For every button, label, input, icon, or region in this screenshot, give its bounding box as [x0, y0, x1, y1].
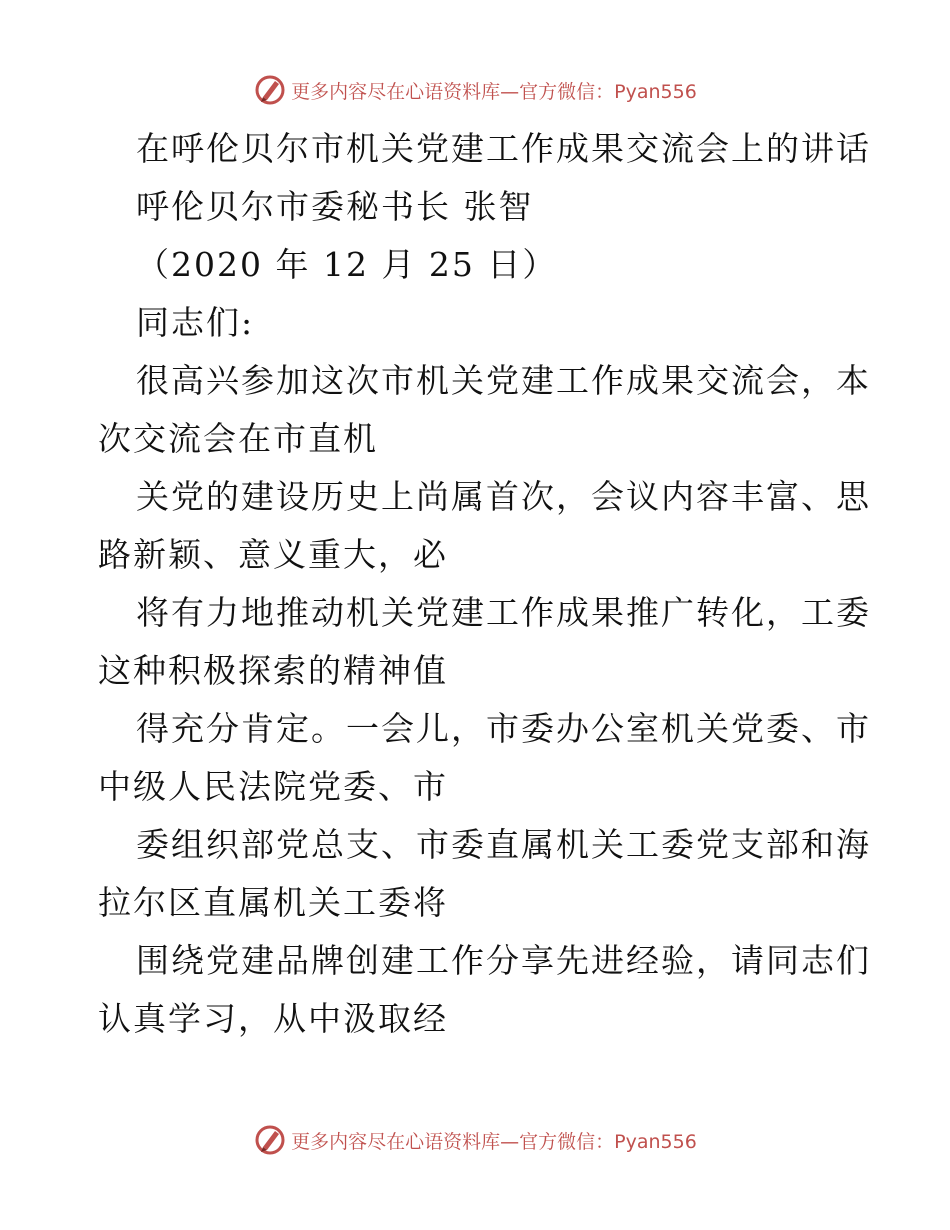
text-line: 得充分肯定。一会儿，市委办公室机关党委、市 [136, 709, 871, 748]
watermark-text: 更多内容尽在心语资料库—官方微信：Pyan556 [291, 80, 697, 103]
header-watermark [0, 70, 950, 110]
text-line: 围绕党建品牌创建工作分享先进经验，请同志们 [136, 941, 871, 980]
text-line: 关党的建设历史上尚属首次，会议内容丰富、思 [136, 477, 871, 516]
text-line: 次交流会在市直机 [98, 419, 378, 458]
text-line: 中级人民法院党委、市 [98, 767, 448, 806]
text-line: 委组织部党总支、市委直属机关工委党支部和海 [136, 825, 871, 864]
text-line: 在呼伦贝尔市机关党建工作成果交流会上的讲话 [136, 129, 871, 168]
text-line: 这种积极探索的精神值 [98, 651, 448, 690]
text-line: 拉尔区直属机关工委将 [98, 883, 448, 922]
document-body [98, 120, 871, 1048]
text-line: 将有力地推动机关党建工作成果推广转化，工委 [136, 593, 871, 632]
text-line: 很高兴参加这次市机关党建工作成果交流会，本 [136, 361, 871, 400]
text-line: （2020 年 12 月 25 日） [136, 245, 558, 284]
text-line: 路新颖、意义重大，必 [98, 535, 448, 574]
text-line: 认真学习，从中汲取经 [98, 999, 448, 1038]
text-line: 同志们: [136, 303, 255, 342]
pen-logo-icon [253, 1123, 287, 1157]
watermark-text: 更多内容尽在心语资料库—官方微信：Pyan556 [291, 1130, 697, 1153]
text-line: 呼伦贝尔市委秘书长 张智 [136, 187, 534, 226]
footer-watermark [0, 1120, 950, 1160]
pen-logo-icon [253, 73, 287, 107]
